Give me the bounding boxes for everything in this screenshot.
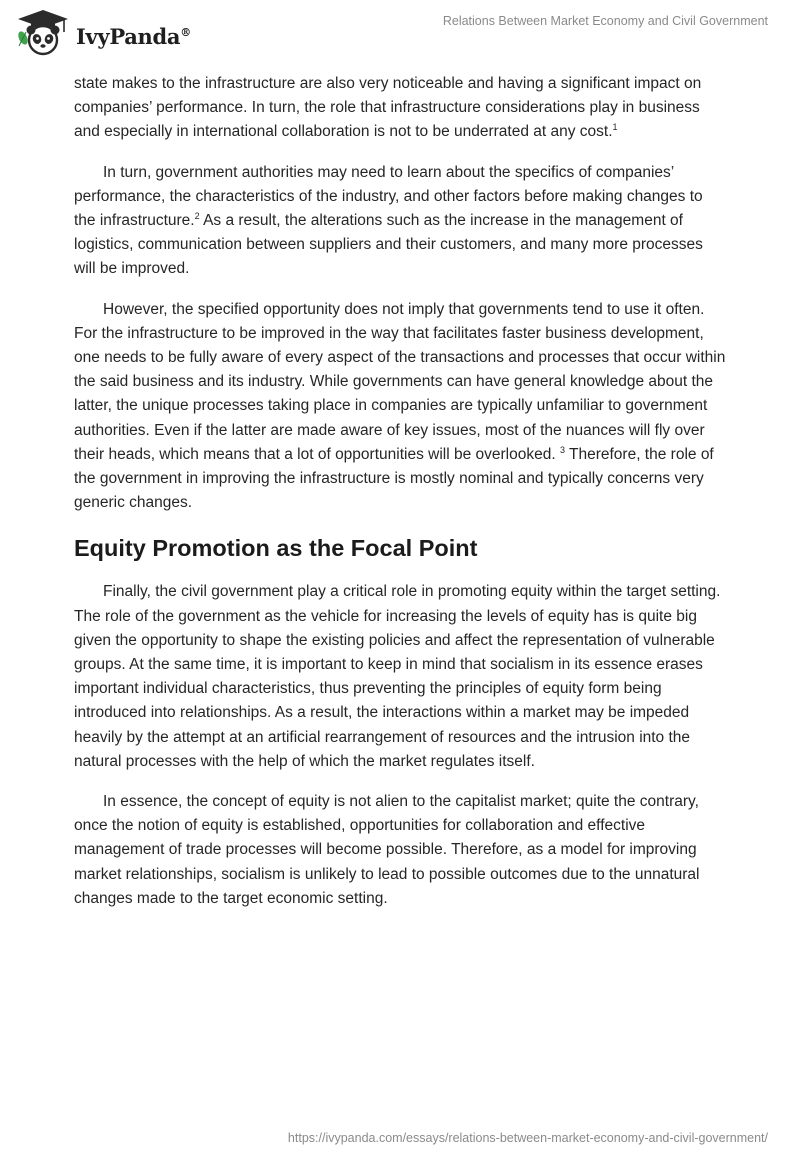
logo-wordmark — [76, 24, 191, 49]
footnote-ref-3[interactable]: 3 — [559, 444, 565, 455]
essay-body — [74, 72, 726, 927]
paragraph-3-text-b: Therefore, the role of the government in improving the infrastructure is mostly nominal and typically concerns very generic changes. — [74, 445, 714, 512]
logo-name: IvyPanda — [76, 23, 181, 49]
paragraph-2-text-a: In turn, government authorities may need to learn about the specifics of companies’ performance, the characteristics of the industry, and other factors before making changes to the infrastructure. — [74, 163, 703, 230]
paragraph-2-text-b: As a result, the alterations such as the increase in the management of logistics, communication between suppliers and their customers, and many more processes will be improved. — [74, 212, 703, 278]
footnote-ref-2[interactable]: 2 — [194, 211, 200, 222]
document-title: Relations Between Market Economy and Civil Government — [442, 14, 768, 28]
registered-mark: ® — [180, 25, 191, 39]
page-header — [0, 0, 800, 70]
panda-graduate-icon — [14, 8, 72, 58]
section-heading: Equity Promotion as the Focal Point — [74, 535, 478, 562]
footnote-ref-1[interactable]: 1 — [612, 122, 618, 133]
paragraph-1-text: state makes to the infrastructure are also very noticeable and having a significant impact on companies’ performance. In turn, the role that infrastructure considerations play in business and especially in international collaboration is not to be underrated at any cost. — [74, 75, 702, 141]
paragraph-4: Finally, the civil government play a critical role in promoting equity within the target setting. The role of the government as the vehicle for increasing the levels of equity has is quite big given the opportunity to shape the existing policies and affect the representation of vulnerable groups. At the same time, it is important to keep in mind that socialism in its essence erases important individual characteristics, thus preventing the principles of equity form being introduced into relationships. As a result, the interactions within a market may be impeded heavily by the attempt at an artificial rearrangement of resources and the intrusion into the natural processes with the help of which the market regulates itself. — [74, 583, 721, 770]
paragraph-1 — [74, 72, 726, 145]
ivypanda-logo[interactable] — [14, 8, 191, 58]
paragraph-5: In essence, the concept of equity is not alien to the capitalist market; quite the contrary, once the notion of equity is established, opportunities for collaboration and effective management of trade processes will become possible. Therefore, as a model for improving market relationships, socialism is unlikely to lead to possible outcomes due to the unnatural changes made to the target economic setting. — [74, 793, 700, 907]
paragraph-2 — [74, 161, 726, 282]
paragraph-3-text-a: However, the specified opportunity does not imply that governments tend to use it often. For the infrastructure to be improved in the way that facilitates faster business development, one needs to be fully aware of every aspect of the transactions and processes that occur within the said business and its industry. While governments can have general knowledge about the latter, the unique processes taking place in companies are typically unfamiliar to government authorities. Even if the latter are made aware of key issues, most of the nuances will fly over their heads, which means that a lot of opportunities will be overlooked. — [74, 300, 726, 463]
paragraph-3 — [74, 298, 726, 516]
source-url[interactable]: https://ivypanda.com/essays/relations-between-market-economy-and-civil-government/ — [287, 1131, 768, 1145]
